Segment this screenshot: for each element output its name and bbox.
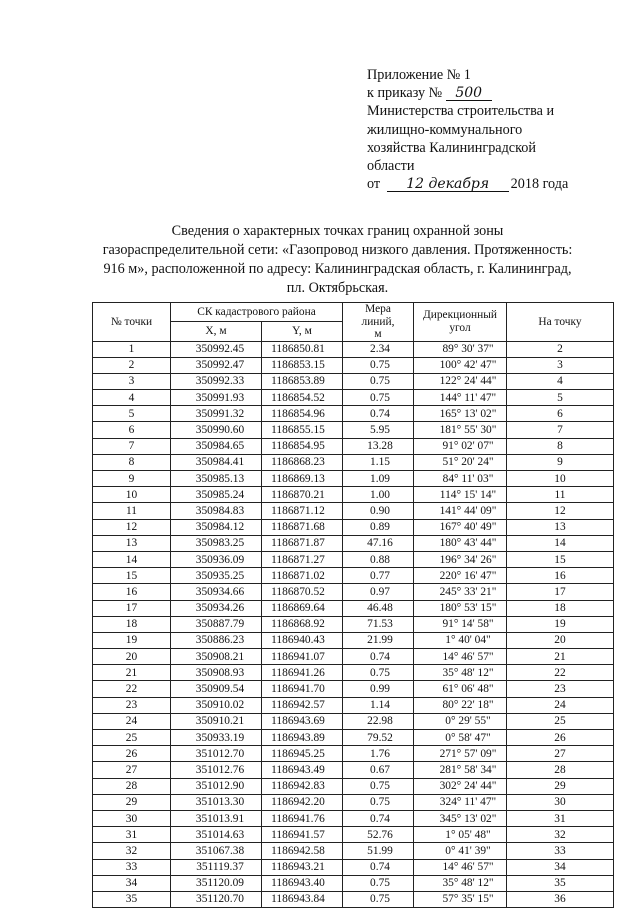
cell-y: 1186869.13: [262, 471, 343, 487]
heading-line-2: газораспределительной сети: «Газопровод низкого давления. Протяженность:: [102, 242, 573, 258]
cell-angle: 181° 55' 30": [414, 422, 507, 438]
cell-point: 28: [93, 778, 171, 794]
cell-y: 1186945.25: [262, 746, 343, 762]
cell-point: 6: [93, 422, 171, 438]
cell-point: 4: [93, 390, 171, 406]
cell-angle: 167° 40' 49": [414, 519, 507, 535]
cell-measure: 0.74: [343, 649, 414, 665]
table-row: [93, 730, 614, 746]
cell-to-point: 19: [507, 616, 614, 632]
cell-y: 1186870.21: [262, 487, 343, 503]
cell-point: 14: [93, 551, 171, 567]
cell-measure: 0.75: [343, 390, 414, 406]
appendix-title: Приложение № 1: [367, 67, 471, 83]
table-row: [93, 810, 614, 826]
cell-measure: 46.48: [343, 600, 414, 616]
table-row: [93, 373, 614, 389]
table-row: [93, 519, 614, 535]
cell-point: 15: [93, 568, 171, 584]
cell-angle: 0° 29' 55": [414, 713, 507, 729]
cell-y: 1186871.68: [262, 519, 343, 535]
table-row: [93, 665, 614, 681]
cell-measure: 1.76: [343, 746, 414, 762]
cell-y: 1186941.70: [262, 681, 343, 697]
cell-measure: 52.76: [343, 827, 414, 843]
cell-to-point: 33: [507, 843, 614, 859]
cell-angle: 61° 06' 48": [414, 681, 507, 697]
cell-point: 1: [93, 341, 171, 357]
cell-measure: 13.28: [343, 438, 414, 454]
cell-point: 19: [93, 632, 171, 648]
cell-point: 11: [93, 503, 171, 519]
cell-x: 351067.38: [171, 843, 262, 859]
cell-point: 12: [93, 519, 171, 535]
cell-y: 1186943.89: [262, 730, 343, 746]
cell-x: 350984.65: [171, 438, 262, 454]
appendix-block: [367, 66, 617, 193]
cell-angle: 220° 16' 47": [414, 568, 507, 584]
table-row: [93, 568, 614, 584]
cell-y: 1186943.40: [262, 875, 343, 891]
cell-x: 350990.60: [171, 422, 262, 438]
table-row: [93, 843, 614, 859]
table-row: [93, 341, 614, 357]
cell-angle: 89° 30' 37": [414, 341, 507, 357]
table-row: [93, 891, 614, 907]
cell-to-point: 12: [507, 503, 614, 519]
cell-point: 32: [93, 843, 171, 859]
cell-angle: 122° 24' 44": [414, 373, 507, 389]
table-row: [93, 438, 614, 454]
cell-point: 16: [93, 584, 171, 600]
points-table: [92, 302, 614, 908]
cell-y: 1186854.95: [262, 438, 343, 454]
cell-x: 350908.93: [171, 665, 262, 681]
header-measure: Мера линий, м: [343, 303, 414, 342]
cell-measure: 0.77: [343, 568, 414, 584]
date-handwritten: 12 декабря: [387, 177, 509, 192]
cell-x: 350910.21: [171, 713, 262, 729]
cell-to-point: 10: [507, 471, 614, 487]
cell-x: 350991.93: [171, 390, 262, 406]
cell-x: 350933.19: [171, 730, 262, 746]
cell-measure: 79.52: [343, 730, 414, 746]
ministry-line-4: области: [367, 158, 415, 175]
header-sk: СК кадастрового района: [171, 303, 343, 322]
cell-x: 351120.09: [171, 875, 262, 891]
cell-to-point: 22: [507, 665, 614, 681]
cell-point: 20: [93, 649, 171, 665]
cell-angle: 1° 40' 04": [414, 632, 507, 648]
cell-measure: 2.34: [343, 341, 414, 357]
cell-measure: 0.75: [343, 794, 414, 810]
cell-point: 5: [93, 406, 171, 422]
cell-x: 350935.25: [171, 568, 262, 584]
cell-measure: 0.99: [343, 681, 414, 697]
cell-x: 350936.09: [171, 551, 262, 567]
cell-point: 33: [93, 859, 171, 875]
header-x: Х, м: [171, 322, 262, 341]
cell-y: 1186941.26: [262, 665, 343, 681]
order-prefix: к приказу №: [367, 85, 443, 102]
ministry-line-1: Министерства строительства и: [367, 103, 555, 120]
cell-y: 1186868.92: [262, 616, 343, 632]
cell-to-point: 2: [507, 341, 614, 357]
cell-y: 1186940.43: [262, 632, 343, 648]
order-number: 500: [446, 86, 492, 101]
order-line: [367, 84, 617, 102]
date-prefix: от: [367, 176, 381, 193]
cell-angle: 144° 11' 47": [414, 390, 507, 406]
cell-point: 22: [93, 681, 171, 697]
cell-y: 1186855.15: [262, 422, 343, 438]
cell-point: 26: [93, 746, 171, 762]
cell-angle: 80° 22' 18": [414, 697, 507, 713]
cell-angle: 35° 48' 12": [414, 665, 507, 681]
table-row: [93, 600, 614, 616]
cell-measure: 0.74: [343, 810, 414, 826]
cell-to-point: 24: [507, 697, 614, 713]
table-row: [93, 454, 614, 470]
cell-to-point: 26: [507, 730, 614, 746]
cell-measure: 1.09: [343, 471, 414, 487]
cell-point: 7: [93, 438, 171, 454]
table-row: [93, 859, 614, 875]
cell-angle: 165° 13' 02": [414, 406, 507, 422]
cell-angle: 91° 02' 07": [414, 438, 507, 454]
cell-x: 350934.66: [171, 584, 262, 600]
cell-y: 1186942.57: [262, 697, 343, 713]
cell-measure: 1.15: [343, 454, 414, 470]
cell-point: 30: [93, 810, 171, 826]
cell-x: 350983.25: [171, 535, 262, 551]
cell-angle: 345° 13' 02": [414, 810, 507, 826]
cell-x: 351120.70: [171, 891, 262, 907]
cell-y: 1186943.21: [262, 859, 343, 875]
cell-measure: 0.75: [343, 665, 414, 681]
cell-y: 1186871.87: [262, 535, 343, 551]
cell-point: 25: [93, 730, 171, 746]
cell-y: 1186850.81: [262, 341, 343, 357]
table-row: [93, 503, 614, 519]
cell-to-point: 17: [507, 584, 614, 600]
cell-x: 350984.83: [171, 503, 262, 519]
cell-x: 350984.12: [171, 519, 262, 535]
cell-x: 350991.32: [171, 406, 262, 422]
cell-to-point: 6: [507, 406, 614, 422]
cell-to-point: 16: [507, 568, 614, 584]
table-row: [93, 471, 614, 487]
table-row: [93, 875, 614, 891]
cell-to-point: 27: [507, 746, 614, 762]
cell-point: 35: [93, 891, 171, 907]
cell-angle: 324° 11' 47": [414, 794, 507, 810]
cell-angle: 91° 14' 58": [414, 616, 507, 632]
cell-y: 1186868.23: [262, 454, 343, 470]
cell-measure: 0.67: [343, 762, 414, 778]
cell-measure: 0.75: [343, 357, 414, 373]
cell-point: 17: [93, 600, 171, 616]
cell-to-point: 28: [507, 762, 614, 778]
cell-measure: 0.90: [343, 503, 414, 519]
cell-y: 1186942.58: [262, 843, 343, 859]
cell-x: 351013.91: [171, 810, 262, 826]
table-row: [93, 422, 614, 438]
cell-point: 27: [93, 762, 171, 778]
cell-angle: 14° 46' 57": [414, 649, 507, 665]
cell-measure: 21.99: [343, 632, 414, 648]
cell-point: 24: [93, 713, 171, 729]
cell-point: 18: [93, 616, 171, 632]
cell-y: 1186942.83: [262, 778, 343, 794]
cell-angle: 51° 20' 24": [414, 454, 507, 470]
cell-point: 21: [93, 665, 171, 681]
table-row: [93, 584, 614, 600]
cell-measure: 51.99: [343, 843, 414, 859]
table-row: [93, 487, 614, 503]
cell-angle: 0° 58' 47": [414, 730, 507, 746]
cell-angle: 1° 05' 48": [414, 827, 507, 843]
cell-x: 350886.23: [171, 632, 262, 648]
cell-angle: 302° 24' 44": [414, 778, 507, 794]
cell-point: 10: [93, 487, 171, 503]
cell-measure: 47.16: [343, 535, 414, 551]
cell-angle: 271° 57' 09": [414, 746, 507, 762]
cell-x: 351012.70: [171, 746, 262, 762]
table-row: [93, 535, 614, 551]
cell-to-point: 20: [507, 632, 614, 648]
cell-to-point: 8: [507, 438, 614, 454]
cell-measure: 0.88: [343, 551, 414, 567]
cell-measure: 1.14: [343, 697, 414, 713]
heading-line-3: 916 м», расположенной по адресу: Калининградская область, г. Калининград,: [103, 261, 572, 277]
cell-y: 1186870.52: [262, 584, 343, 600]
cell-to-point: 9: [507, 454, 614, 470]
cell-to-point: 36: [507, 891, 614, 907]
table-row: [93, 616, 614, 632]
cell-point: 3: [93, 373, 171, 389]
table-row: [93, 713, 614, 729]
cell-y: 1186871.27: [262, 551, 343, 567]
table-row: [93, 697, 614, 713]
table-row: [93, 794, 614, 810]
cell-measure: 0.74: [343, 406, 414, 422]
cell-to-point: 5: [507, 390, 614, 406]
cell-angle: 0° 41' 39": [414, 843, 507, 859]
cell-to-point: 3: [507, 357, 614, 373]
cell-to-point: 34: [507, 859, 614, 875]
cell-x: 350992.33: [171, 373, 262, 389]
cell-y: 1186942.20: [262, 794, 343, 810]
table-row: [93, 406, 614, 422]
cell-point: 23: [93, 697, 171, 713]
cell-angle: 180° 43' 44": [414, 535, 507, 551]
cell-x: 350934.26: [171, 600, 262, 616]
cell-point: 9: [93, 471, 171, 487]
cell-measure: 0.75: [343, 875, 414, 891]
table-row: [93, 827, 614, 843]
cell-point: 31: [93, 827, 171, 843]
cell-point: 2: [93, 357, 171, 373]
cell-x: 350985.24: [171, 487, 262, 503]
cell-angle: 100° 42' 47": [414, 357, 507, 373]
cell-angle: 141° 44' 09": [414, 503, 507, 519]
cell-to-point: 11: [507, 487, 614, 503]
cell-angle: 35° 48' 12": [414, 875, 507, 891]
cell-y: 1186854.96: [262, 406, 343, 422]
cell-measure: 0.75: [343, 891, 414, 907]
ministry-line-2: жилищно-коммунального: [367, 121, 523, 138]
cell-measure: 0.74: [343, 859, 414, 875]
cell-x: 350985.13: [171, 471, 262, 487]
cell-measure: 22.98: [343, 713, 414, 729]
cell-x: 350992.45: [171, 341, 262, 357]
header-y: Y, м: [262, 322, 343, 341]
cell-y: 1186943.84: [262, 891, 343, 907]
table-row: [93, 649, 614, 665]
cell-to-point: 29: [507, 778, 614, 794]
cell-x: 351012.76: [171, 762, 262, 778]
cell-x: 350984.41: [171, 454, 262, 470]
cell-measure: 0.75: [343, 373, 414, 389]
cell-y: 1186943.49: [262, 762, 343, 778]
cell-y: 1186869.64: [262, 600, 343, 616]
table-row: [93, 390, 614, 406]
cell-y: 1186941.57: [262, 827, 343, 843]
table-row: [93, 681, 614, 697]
date-suffix: 2018 года: [510, 176, 569, 193]
cell-x: 351012.90: [171, 778, 262, 794]
table-row: [93, 357, 614, 373]
cell-y: 1186871.12: [262, 503, 343, 519]
cell-measure: 0.75: [343, 778, 414, 794]
cell-to-point: 21: [507, 649, 614, 665]
cell-angle: 114° 15' 14": [414, 487, 507, 503]
cell-angle: 196° 34' 26": [414, 551, 507, 567]
cell-x: 350909.54: [171, 681, 262, 697]
heading-line-1: Сведения о характерных точках границ охранной зоны: [171, 223, 504, 239]
cell-to-point: 23: [507, 681, 614, 697]
cell-measure: 1.00: [343, 487, 414, 503]
table-row: [93, 551, 614, 567]
table-row: [93, 632, 614, 648]
cell-to-point: 14: [507, 535, 614, 551]
cell-to-point: 35: [507, 875, 614, 891]
table-body: [93, 341, 614, 908]
cell-measure: 0.89: [343, 519, 414, 535]
cell-x: 350887.79: [171, 616, 262, 632]
header-point: № точки: [93, 303, 171, 342]
cell-y: 1186853.15: [262, 357, 343, 373]
cell-angle: 57° 35' 15": [414, 891, 507, 907]
table-row: [93, 746, 614, 762]
cell-angle: 245° 33' 21": [414, 584, 507, 600]
cell-to-point: 30: [507, 794, 614, 810]
cell-y: 1186854.52: [262, 390, 343, 406]
cell-measure: 0.97: [343, 584, 414, 600]
cell-measure: 71.53: [343, 616, 414, 632]
table-row: [93, 762, 614, 778]
cell-point: 29: [93, 794, 171, 810]
date-line: [367, 175, 617, 193]
cell-to-point: 13: [507, 519, 614, 535]
header-angle: Дирекционный угол: [414, 303, 507, 342]
cell-measure: 5.95: [343, 422, 414, 438]
cell-to-point: 15: [507, 551, 614, 567]
cell-to-point: 25: [507, 713, 614, 729]
cell-y: 1186871.02: [262, 568, 343, 584]
cell-y: 1186941.76: [262, 810, 343, 826]
cell-to-point: 7: [507, 422, 614, 438]
table-row: [93, 778, 614, 794]
cell-x: 351014.63: [171, 827, 262, 843]
cell-x: 351119.37: [171, 859, 262, 875]
cell-point: 13: [93, 535, 171, 551]
cell-angle: 180° 53' 15": [414, 600, 507, 616]
header-to-point: На точку: [507, 303, 614, 342]
cell-x: 350992.47: [171, 357, 262, 373]
cell-x: 350908.21: [171, 649, 262, 665]
cell-to-point: 31: [507, 810, 614, 826]
cell-to-point: 4: [507, 373, 614, 389]
cell-y: 1186853.89: [262, 373, 343, 389]
document-heading: [85, 222, 590, 298]
cell-x: 350910.02: [171, 697, 262, 713]
cell-y: 1186941.07: [262, 649, 343, 665]
cell-angle: 84° 11' 03": [414, 471, 507, 487]
cell-to-point: 18: [507, 600, 614, 616]
heading-line-4: пл. Октябрьская.: [286, 280, 389, 296]
cell-angle: 14° 46' 57": [414, 859, 507, 875]
cell-to-point: 32: [507, 827, 614, 843]
cell-x: 351013.30: [171, 794, 262, 810]
cell-y: 1186943.69: [262, 713, 343, 729]
cell-angle: 281° 58' 34": [414, 762, 507, 778]
cell-point: 34: [93, 875, 171, 891]
cell-point: 8: [93, 454, 171, 470]
ministry-line-3: хозяйства Калининградской: [367, 139, 536, 156]
